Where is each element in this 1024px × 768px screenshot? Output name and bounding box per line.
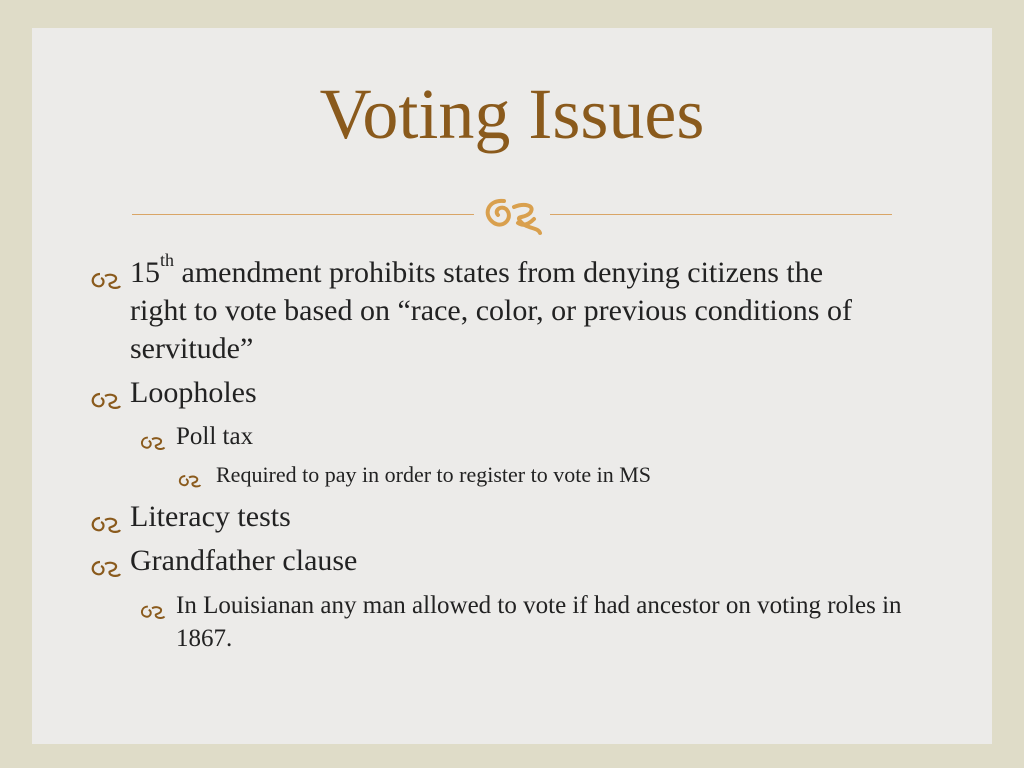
fleuron-icon (474, 193, 550, 237)
item-text: Required to pay in order to register to vote in MS (216, 462, 652, 487)
slide-title: Voting Issues (319, 74, 705, 154)
fleuron-bullet-icon (88, 506, 122, 544)
item-text: Loopholes (130, 376, 257, 409)
item-text: Poll tax (176, 423, 254, 450)
fleuron-bullet-icon (88, 550, 122, 588)
fleuron-bullet-icon (138, 596, 166, 629)
fleuron-bullet-icon (88, 382, 122, 420)
item-text: Grandfather clause (130, 544, 358, 577)
item-text-prefix: 15 (130, 256, 160, 289)
item-text: In Louisianan any man allowed to vote if had ancestor on voting roles in 1867. (176, 592, 902, 652)
fleuron-bullet-icon (138, 427, 166, 460)
item-text: amendment prohibits states from denying citizens the right to vote based on “race, color, or previous conditions of servitude” (130, 256, 852, 365)
item-text: Literacy tests (130, 500, 291, 533)
fleuron-bullet-icon (176, 467, 202, 495)
fleuron-bullet-icon (88, 262, 122, 300)
item-text-superscript: th (160, 249, 175, 270)
